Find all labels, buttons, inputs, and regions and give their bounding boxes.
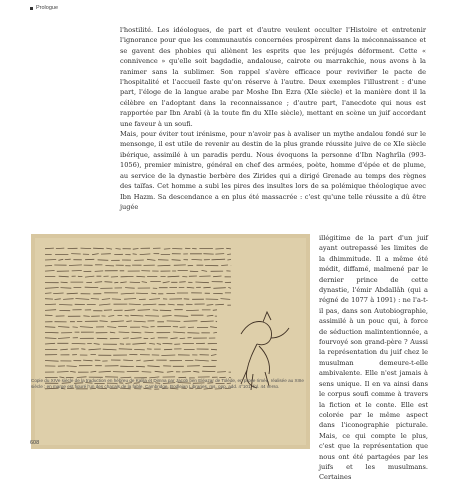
paragraph-1: l'hostilité. Les idéologues, de part et d'autre veulent occulter l'Histoire et entretenir l'ignorance pour que les communautés concernées prospèrent dans la méconnaissance et se gavent des phobies qui aliènent les esprits que les préjugés déforment. Cette « connivence » qu'elle soit bagdadie, andalouse, cairote ou marrakchie, nous avons à la ranimer sans la sublimer. Son rappel s'avère efficace pour revivifier le pacte de l'hospitalité et l'accueil faste qu'on réserve à l'autre. Deux exemples l'illustrent : d'une part, l'éloge de la langue arabe par Moshe Ibn Ezra (XIe siècle) et la manière dont il la célèbre en l'adoptant dans la reconnaissance ; d'autre part, l'anecdote qui nous est rapportée par Ibn Arabî (à la toute fin du XIIe siècle), mettant en scène un juif accordant une faveur à un soufi. — [120, 26, 426, 128]
right-text-column — [319, 233, 428, 483]
manuscript-image — [31, 234, 310, 449]
page-number: 608 — [30, 440, 40, 446]
manuscript-illustration — [31, 234, 310, 449]
right-paragraph: illégitime de la part d'un juif ayant outrepassé les limites de la dhimmitude. Il a même été médit, diffamé, malmené par le dernier prince de cette dynastie, l'émir Abdallâh (qui a régné de 1077 à 1091) : ne l'a-t-il pas, dans son Autobiographie, assimilé à un pouc qui, à force de séduction malintentionnée, a fourvoyé son grand-père ? Aussi la représentation du juif chez le musulman demeure-t-elle ambivalente. Elle n'est jamais à sens unique. Il en va ainsi dans le corpus soufi comme à travers la fiction et le conte. Elle est colorée par le même aspect dans l'iconographie picturale. Mais, ce qui compte le plus, c'est que la représentation que nous ont été partagées par les juifs et les musulmans. Certaines — [319, 234, 428, 482]
figure-caption: Copie du XIVe siècle de la traduction en hébreu de Kalila et Dimna par Jacob ben Eléazar de Tolède, en prose rimée, réalisée au XIIIe siècle ; en marge est figuré l'un des chacals de la fable. Cambridge, Bodleian Libraries, ms. opp. add. 4°101, fol. 44 verso. — [31, 378, 304, 389]
running-header — [30, 5, 58, 11]
section-title: Prologue — [36, 5, 59, 11]
main-text-column — [120, 25, 426, 212]
paragraph-2: Mais, pour éviter tout irénisme, pour n'avoir pas à avaliser un mythe andalou fondé sur le mensonge, il est utile de revenir au destin de la plus grande réussite juive de ce XIe siècle ibérique, assimilé à un paradis perdu. Nous évoquons la personne d'Ibn Naghrîla (993-1056), premier ministre, général en chef des armées, poète, homme d'épée et de plume, au service de la dynastie berbère des Zirides qui a dirigé Grenade au temps des règnes des taïfas. Cet homme a subi les pires des insultes lors de sa polémique théologique avec Ibn Hazm. Sa descendance a en plus été massacrée : c'est qu'une telle réussite a dû être jugée — [120, 130, 426, 211]
header-bullet-icon — [30, 7, 33, 10]
